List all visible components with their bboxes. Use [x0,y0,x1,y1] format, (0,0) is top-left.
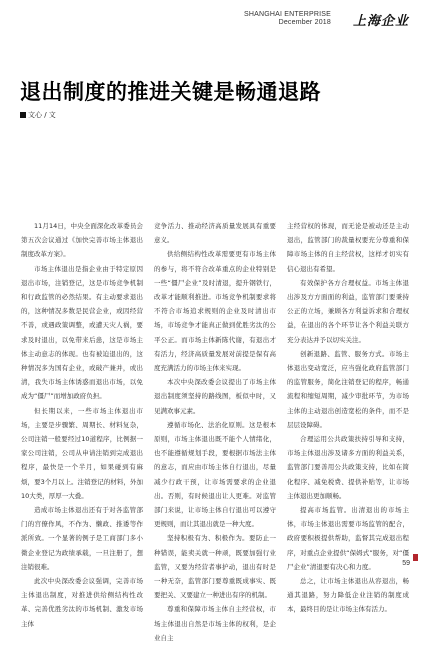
byline [20,110,56,120]
end-mark [413,554,418,561]
paragraph: 此次中央深改委会议强调，完善市场主体退出制度，对推进供给侧结构性改革、完善优胜劣汰的市场机制、激发市场主体 [21,577,143,628]
byline-square-icon [20,112,26,118]
paragraph: 提高市场监管。出清退出的市场主体，市场主体退出需要市场监管的配合，政府要积极提供帮助，监督其完成退出程序，对重点企业提供“保姆式”服务，对“僵尸企业”清退要有决心和力度。 [287,506,409,571]
paragraph: 总之，让市场主体退出从容退出，畅通其退路，努力降低企业注销的制度成本，最终目的是让市场主体有活力。 [287,577,409,614]
paragraph: 市场主体退出是指企业由于特定原因退出市场，注销登记，这是市场竞争机制和行政监管的必然结果。有主动要求退出的，这种情况多数是民营企业，或因经营不善，或遇政策调整，或遭天灾人祸，要求及时退出，以免带来后患，这是市场主体主动意志的体现。也有被迫退出的，这种情况多为国有企业，或破产兼并，或出清，我失市场主体诱惑而退出市场，以免成为“僵尸”而增加政府负担。 [21,264,143,401]
paragraph: 本次中央深改委会议提出了市场主体退出制度须坚持的路线图，板似中时，又见满欢事元素。 [154,378,276,415]
text-column-1 [21,219,143,631]
paragraph: 主经营权的体现，而无论是被动还是主动退出，监管部门的裁量权要充分尊重和保障市场主体的自主经营权，这样才切实有信心退出有希望。 [287,222,409,273]
paragraph: 供给侧结构性改革需要更有市场主体的参与，将不符合改革重点的企业特别是一些“僵尸企业”及时清退，提升钢铁行，改革才能顺利推进。市场竞争机制要求将不符合市场追求规则的企业及时清出市场，市场竞争才能真正做到优胜劣汰的公平公正。而市场主体新陈代谢，有退出才有活力，经济高质量发展对前提是保有高度充满活力的市场主体来实现。 [154,250,276,373]
magazine-masthead [209,9,409,35]
paragraph: 创新退路、监管、服务方式。市场主体退出变动宽泛，应当强化政府监管部门的监管服务，简化注销登记的程序，畅通流程和缩短周期，减少审批环节，为市场主体的主动退出创造宽松的条件，而不是层层设障碍。 [287,349,409,429]
paragraph: 有效保护各方合理权益。市场主体退出涉及方方面面的利益，监管部门要秉持公正的立场，兼顾各方利益诉求和合理权益，在退出的各个环节让各个利益关联方充分表达并予以切实关注。 [287,278,409,344]
text-column-3 [287,219,409,617]
magazine-name-line: SHANGHAI ENTERPRISE [243,11,331,18]
text-column-2 [154,219,276,645]
page-number: 59 [402,560,410,567]
paragraph: 但长期以来，一些市场主体退出市场，主要是步骤繁、周期长、材料复杂，公司注销一般要经过10道程序，比例据一家公司注销，公司从申请注销到完成退出程序，最快是一个半月，如果碰到有麻烦，要3个月以上。注销登记的材料，外加10大类，厚厚一大叠。 [21,406,143,500]
paragraph: 造成市场主体退出还有于对各监管部门的宫僚作风，不作为、懒政、推诿等作派所致。一个显著的例子是工商部门多小微企业登记为政绩承载，一旦注册了，想注销很难。 [21,506,143,571]
paragraph: 遵循市场化、法治化原则。这是根本原则，市场主体退出既不能个人情绪化，也不能遵循规划手段，要根据市场法主体的意志，而应由市场主体自行退出，尽量减少行政干预，让市场需要求的企业退出。否则，有时候退出让人更难。对监管部门来说，让市场主体自行退出可以遵守更规则，而让其退出就是一种大度。 [154,420,276,529]
magazine-english-name [244,11,331,27]
paragraph: 11月14日，中央全面深化改革委员会第五次会议通过《加快完善市场主体退出制度改革方案》。 [21,222,143,259]
paragraph: 竞争活力、推动经济高质量发展具有重要意义。 [154,222,276,245]
article-title: 退出制度的推进关键是畅通退路 [20,79,321,104]
byline-text: 文心 / 文 [28,111,56,119]
paragraph: 坚持积极有为、积极作为。要防止一种错误，能卖关就一种顽，既要加强行业监管，又要为经营者事护动，退出有时是一种无奈，监管部门要尊重既成事实、既要把关、又要建立一种进出有序的机制。 [154,534,276,600]
paragraph: 合理运用公共政策扶持引导和支持，市场主体退出涉及诸多方面的利益关系，监管部门要善用公共政策支持，比如在简化程序、减免税费、提供补贴等，让市场主体退出更加顺畅。 [287,435,409,500]
paragraph: 尊重和保障市场主体自主经营权，市场主体退出自然是市场主体的权利，是企业自主 [154,605,276,642]
magazine-logo: 上海企业 [352,14,409,29]
issue-date: December 2018 [278,19,331,26]
